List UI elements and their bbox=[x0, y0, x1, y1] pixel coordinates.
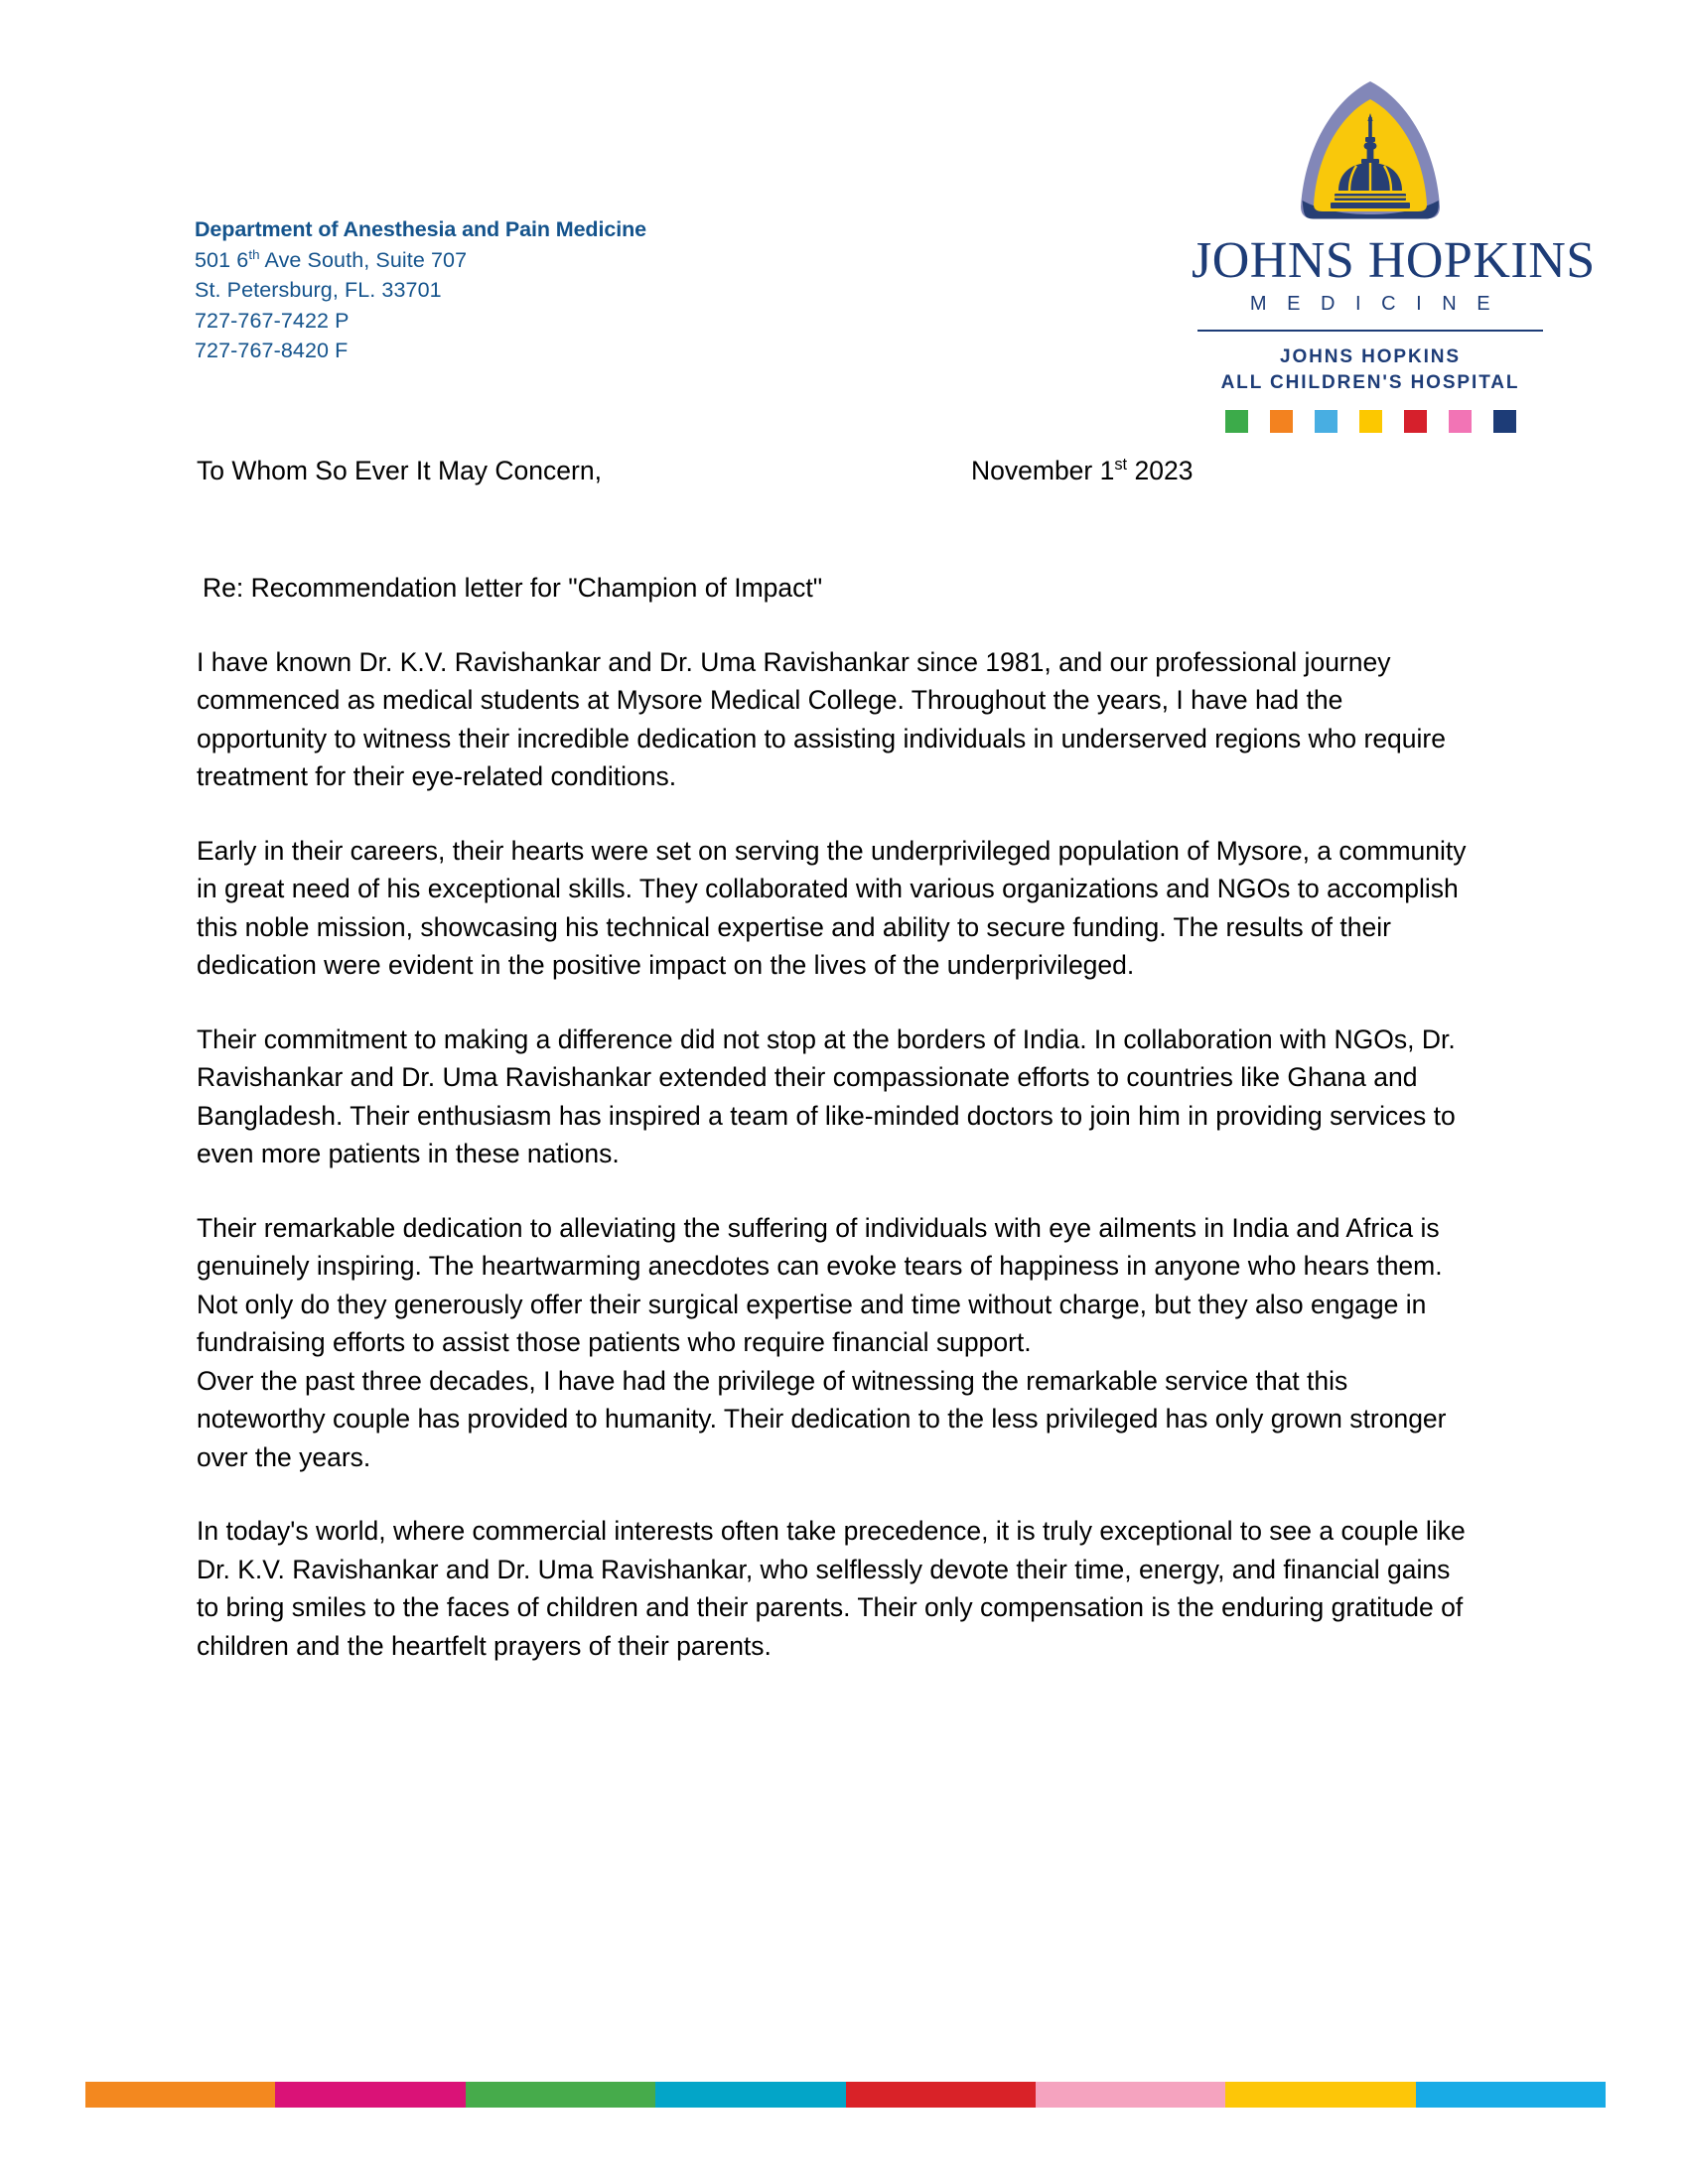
body-paragraph-3: Their commitment to making a difference did not stop at the borders of India. In collaboration with NGOs, Dr. Ravishankar and Dr. Uma Ravishankar extended their compassionate efforts to countries like Ghana and Bangladesh. Their enthusiasm has inspired a team of like-minded doctors to join him in providing services to even more patients in these nations. bbox=[197, 1024, 1456, 1168]
johns-hopkins-dome-shield-icon bbox=[1295, 77, 1446, 226]
body-paragraph-5: Over the past three decades, I have had the privilege of witnessing the remarkable service that this noteworthy couple has provided to humanity. Their dedication to the less privileged has only grown stronger over the years. bbox=[197, 1365, 1447, 1472]
letter-date-post: 2023 bbox=[1127, 456, 1194, 485]
swatch-navy bbox=[1493, 410, 1516, 433]
letter-date bbox=[971, 452, 1193, 490]
footer-segment-green bbox=[466, 2082, 655, 2108]
subject-line: Re: Recommendation letter for "Champion of Impact" bbox=[203, 573, 823, 603]
salutation: To Whom So Ever It May Concern, bbox=[197, 456, 602, 485]
affiliate-line-1: JOHNS HOPKINS bbox=[1279, 346, 1461, 368]
body-paragraph-4: Their remarkable dedication to alleviating the suffering of individuals with eye ailments in India and Africa is genuinely inspiring. The heartwarming anecdotes can evoke tears of happiness in anyone who hears them. Not only do they generously offer their surgical expertise and time without charge, but they also engage in fundraising efforts to assist those patients who require financial support. bbox=[197, 1212, 1443, 1357]
footer-segment-red bbox=[846, 2082, 1036, 2108]
swatch-pink bbox=[1449, 410, 1472, 433]
footer-segment-pink bbox=[1036, 2082, 1225, 2108]
address-street-pre: 501 6 bbox=[195, 247, 249, 272]
footer-segment-yellow bbox=[1225, 2082, 1415, 2108]
body-paragraph-6: In today's world, where commercial interests often take precedence, it is truly exceptional to see a couple like Dr. K.V. Ravishankar and Dr. Uma Ravishankar, who selflessly devote their time, energy, and financial gains to bring smiles to the faces of children and their parents. Their only compensation is the enduring gratitude of children and the heartfelt prayers of their parents. bbox=[197, 1516, 1466, 1661]
body-paragraph-1: I have known Dr. K.V. Ravishankar and Dr. Uma Ravishankar since 1981, and our professional journey commenced as medical students at Mysore Medical College. Throughout the years, I have had the opportunity to witness their incredible dedication to assisting individuals in underserved regions who require treatment for their eye-related conditions. bbox=[197, 646, 1446, 791]
affiliate-name bbox=[1192, 344, 1549, 396]
swatch-light-blue bbox=[1315, 410, 1337, 433]
footer-color-bar bbox=[85, 2082, 1606, 2108]
address-city-state-zip: St. Petersburg, FL. 33701 bbox=[195, 278, 442, 302]
fax-number: 727-767-8420 F bbox=[195, 339, 349, 362]
medicine-subtitle: M E D I C I N E bbox=[1249, 293, 1498, 316]
salutation-row bbox=[197, 452, 1477, 507]
swatch-green bbox=[1225, 410, 1248, 433]
swatch-red bbox=[1404, 410, 1427, 433]
phone-number: 727-767-7422 P bbox=[195, 308, 350, 333]
shield-wrap bbox=[1192, 77, 1549, 226]
department-name: Department of Anesthesia and Pain Medicine bbox=[195, 217, 646, 241]
body-paragraph-2: Early in their careers, their hearts were set on serving the underprivileged population of Mysore, a community in great need of his exceptional skills. They collaborated with various organizations and NGOs to accomplish this noble mission, showcasing his technical expertise and ability to secure funding. The results of their dedication were evident in the positive impact on the lives of the underprivileged. bbox=[197, 835, 1467, 980]
department-address-block bbox=[195, 214, 646, 366]
footer-segment-teal bbox=[655, 2082, 845, 2108]
footer-segment-magenta bbox=[275, 2082, 465, 2108]
johns-hopkins-logo bbox=[1192, 77, 1596, 433]
letterhead bbox=[0, 0, 1688, 417]
affiliate-line-2: ALL CHILDREN'S HOSPITAL bbox=[1220, 372, 1520, 394]
footer-segment-orange bbox=[85, 2082, 275, 2108]
address-street bbox=[195, 245, 646, 276]
address-street-post: Ave South, Suite 707 bbox=[259, 247, 468, 272]
swatch-orange bbox=[1270, 410, 1293, 433]
swatch-yellow bbox=[1359, 410, 1382, 433]
letter-date-pre: November 1 bbox=[971, 456, 1115, 485]
logo-divider-rule bbox=[1197, 330, 1543, 332]
letter-body bbox=[197, 452, 1477, 1665]
johns-hopkins-wordmark: JOHNS HOPKINS bbox=[1192, 232, 1596, 289]
address-street-ordinal: th bbox=[248, 246, 260, 262]
brand-swatch-row bbox=[1192, 410, 1549, 433]
letter-date-ordinal: st bbox=[1114, 456, 1128, 475]
footer-segment-blue bbox=[1416, 2082, 1606, 2108]
